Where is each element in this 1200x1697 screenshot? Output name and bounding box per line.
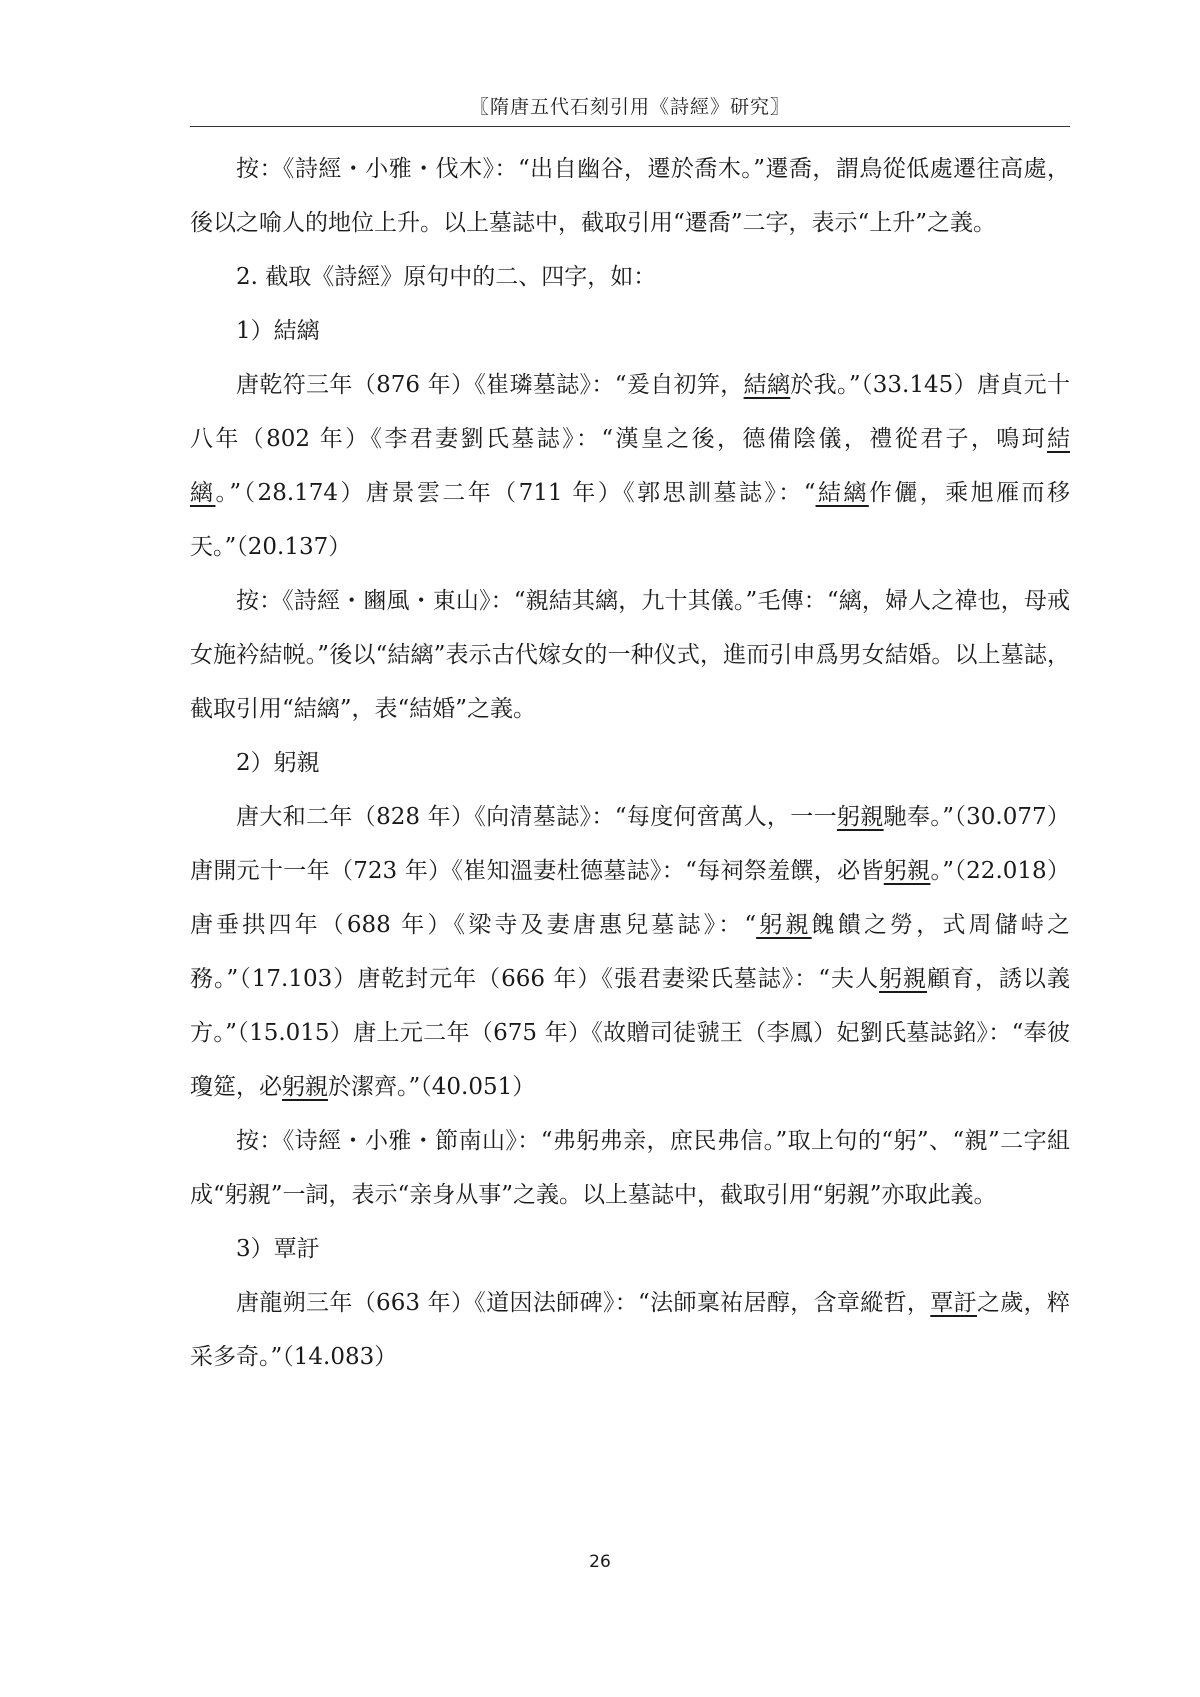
text-run: 唐乾符三年（876 年）《崔璘墓誌》：“爰自初笄， — [236, 372, 744, 398]
running-header: 〖隋唐五代石刻引用《詩經》研究〗 — [469, 96, 790, 118]
paragraph — [190, 1114, 1070, 1222]
paragraph — [190, 250, 1070, 304]
list-heading — [190, 304, 1070, 358]
underlined-term: 躬親 — [282, 1074, 328, 1100]
underlined-term: 覃訏 — [930, 1290, 977, 1316]
header-rule — [190, 126, 1070, 127]
text-run: 唐龍朔三年（663 年）《道因法師碑》：“法師稟祐居醇，含章縱哲， — [236, 1290, 931, 1316]
text-run: 作儷，乘旭雁而移天。”（20.137） — [190, 480, 1070, 560]
text-run: 顧育，誘以義方。”（15.015）唐上元二年（675 年）《故贈司徒虢王（李鳳）妃劉氏墓誌銘》：“奉彼瓊筵，必 — [190, 966, 1071, 1100]
text-run: 按：《詩經・小雅・伐木》：“出自幽谷，遷於喬木。”遷喬，謂鳥從低處遷往高處，後以之喻人的地位上升。以上墓誌中，截取引用“遷喬”二字，表示“上升”之義。 — [190, 156, 1070, 236]
underlined-term: 結縭 — [190, 426, 1070, 506]
paragraph — [190, 790, 1070, 1114]
paragraph — [190, 142, 1070, 250]
text-run: 1）結縭 — [236, 318, 320, 344]
underlined-term: 結縭 — [743, 372, 791, 398]
text-run: 之歲，粹采多奇。”（14.083） — [190, 1290, 1070, 1370]
text-run: 。”（22.018）唐垂拱四年（688 年）《梁寺及妻唐惠兒墓誌》：“ — [190, 858, 1070, 938]
paragraph — [190, 358, 1070, 574]
list-heading — [190, 1222, 1070, 1276]
list-heading — [190, 736, 1070, 790]
underlined-term: 躬親 — [883, 858, 931, 884]
main-text — [190, 142, 1070, 1384]
text-run: 馳奉。”（30.077）唐開元十一年（723 年）《崔知溫妻杜德墓誌》：“每祠祭羞饌，必皆 — [190, 804, 1070, 884]
text-run: 於我。”（33.145）唐貞元十八年（802 年）《李君妻劉氏墓誌》：“漢皇之後，德備陰儀，禮從君子，鳴珂 — [190, 372, 1070, 452]
underlined-term: 躬親 — [756, 912, 812, 938]
text-run: 2）躬親 — [236, 750, 320, 776]
text-run: 2. 截取《詩經》原句中的二、四字，如： — [236, 264, 657, 290]
text-run: 3）覃訏 — [236, 1236, 320, 1262]
text-run: 唐大和二年（828 年）《向清墓誌》：“每度何啻萬人，一一 — [236, 804, 837, 830]
paragraph — [190, 574, 1070, 736]
page-number: 26 — [589, 1552, 611, 1572]
underlined-term: 躬親 — [879, 966, 928, 992]
paragraph — [190, 1276, 1070, 1384]
text-run: 於潔齊。”（40.051） — [328, 1074, 536, 1100]
underlined-term: 結縭 — [815, 480, 869, 506]
text-run: 按：《詩經・豳風・東山》：“親結其縭，九十其儀。”毛傳：“縭，婦人之禕也，母戒女施衿結帨。”後以“結縭”表示古代嫁女的一种仪式，進而引申爲男女結婚。以上墓誌，截取引用“結縭”，表“結婚”之義。 — [190, 588, 1070, 722]
text-run: 。”（28.174）唐景雲二年（711 年）《郭思訓墓誌》：“ — [215, 480, 816, 506]
text-run: 餽饋之勞，式周儲峙之務。”（17.103）唐乾封元年（666 年）《張君妻梁氏墓誌》：“夫人 — [190, 912, 1071, 992]
underlined-term: 躬親 — [836, 804, 884, 830]
text-run: 按：《诗經・小雅・節南山》：“弗躬弗亲，庶民弗信。”取上句的“躬”、“親”二字組成“躬親”一詞，表示“亲身从事”之義。以上墓誌中，截取引用“躬親”亦取此義。 — [190, 1128, 1070, 1208]
